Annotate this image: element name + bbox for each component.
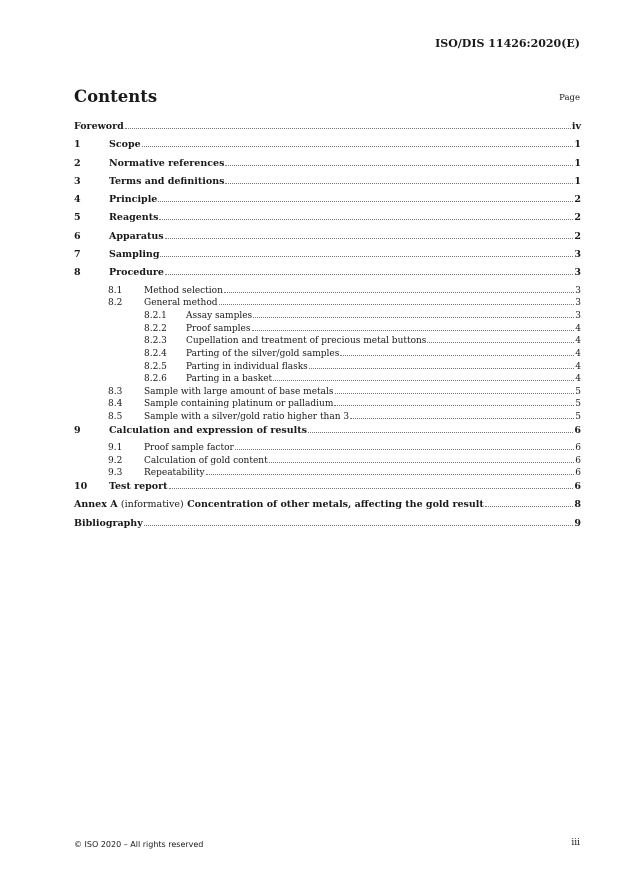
- toc-entry[interactable]: [74, 176, 581, 194]
- annex-label: Annex A: [74, 499, 118, 511]
- toc-entry[interactable]: [74, 468, 581, 481]
- toc-entry[interactable]: [74, 324, 581, 337]
- toc-entry-title: [74, 499, 484, 510]
- toc-entry-number: 9.3: [108, 468, 123, 479]
- dot-leader: [350, 418, 574, 419]
- toc-entry-page: 1: [574, 139, 581, 151]
- page-column-label: Page: [559, 93, 580, 103]
- toc-entry[interactable]: [74, 481, 581, 499]
- toc-entry-page: 4: [575, 374, 581, 385]
- toc-entry[interactable]: [74, 311, 581, 324]
- toc-entry-title: Test report: [109, 480, 168, 492]
- toc-entry-title: Sample with a silver/gold ratio higher than 3: [144, 412, 350, 423]
- toc-entry-title: Sample with large amount of base metals: [144, 386, 334, 397]
- toc-entry[interactable]: [74, 158, 581, 176]
- toc-entry[interactable]: [74, 399, 581, 412]
- toc-entry[interactable]: [74, 121, 581, 139]
- page-number: iii: [571, 838, 580, 848]
- dot-leader: [334, 405, 574, 406]
- toc-entry-title: Bibliography: [74, 517, 143, 529]
- toc-entry-number: 9.2: [108, 455, 123, 466]
- toc-entry-title: Method selection: [144, 285, 223, 296]
- toc-entry-title: Terms and definitions: [109, 175, 225, 187]
- dot-leader: [158, 201, 573, 202]
- toc-entry[interactable]: [74, 443, 581, 456]
- dot-leader: [427, 342, 574, 343]
- toc-entry-number: 4: [74, 194, 81, 206]
- toc-entry-number: 8.1: [108, 285, 123, 296]
- copyright-notice: © ISO 2020 – All rights reserved: [74, 840, 204, 849]
- toc-entry-page: 4: [575, 323, 581, 334]
- dot-leader: [206, 474, 575, 475]
- toc-entry-number: 8.2.3: [144, 336, 167, 347]
- toc-entry-page: 5: [575, 412, 581, 423]
- toc-entry[interactable]: [74, 298, 581, 311]
- dot-leader: [340, 355, 574, 356]
- toc-entry-title: Repeatability: [144, 468, 205, 479]
- toc-entry-title: Apparatus: [109, 230, 164, 242]
- dot-leader: [142, 146, 574, 147]
- dot-leader: [308, 432, 573, 433]
- toc-entry-page: 3: [574, 249, 581, 261]
- toc-entry[interactable]: [74, 267, 581, 285]
- toc-entry[interactable]: [74, 349, 581, 362]
- toc-entry-number: 3: [74, 175, 81, 187]
- toc-entry-page: 2: [574, 212, 581, 224]
- toc-entry[interactable]: [74, 425, 581, 443]
- toc-entry-page: 1: [574, 157, 581, 169]
- toc-entry-page: 6: [574, 480, 581, 492]
- toc-entry-page: 4: [575, 361, 581, 372]
- toc-entry-page: 4: [575, 348, 581, 359]
- toc-entry-number: 8: [74, 267, 81, 279]
- dot-leader: [225, 183, 573, 184]
- dot-leader: [125, 128, 571, 129]
- toc-entry-title: Reagents: [109, 212, 159, 224]
- toc-entry-title: Procedure: [109, 267, 164, 279]
- toc-entry-number: 2: [74, 157, 81, 169]
- toc-entry-page: 4: [575, 336, 581, 347]
- toc-entry-title: General method: [144, 298, 218, 309]
- dot-leader: [269, 462, 575, 463]
- toc-entry[interactable]: [74, 194, 581, 212]
- toc-entry[interactable]: [74, 286, 581, 299]
- toc-entry-number: 7: [74, 249, 81, 261]
- toc-entry-page: 6: [574, 424, 581, 436]
- toc-entry[interactable]: [74, 336, 581, 349]
- dot-leader: [253, 317, 574, 318]
- toc-entry-title: Parting in a basket: [186, 374, 273, 385]
- toc-entry-page: iv: [571, 121, 581, 132]
- toc-entry[interactable]: [74, 212, 581, 230]
- toc-entry[interactable]: [74, 456, 581, 469]
- toc-entry-number: 8.4: [108, 399, 123, 410]
- toc-entry-number: 8.2: [108, 298, 123, 309]
- toc-entry[interactable]: [74, 249, 581, 267]
- contents-title: Contents: [74, 87, 158, 106]
- toc-entry[interactable]: [74, 362, 581, 375]
- dot-leader: [160, 256, 573, 257]
- dot-leader: [169, 488, 574, 489]
- dot-leader: [144, 525, 574, 526]
- toc-entry-page: 8: [574, 499, 581, 511]
- toc-entry-number: 8.2.2: [144, 323, 167, 334]
- toc-entry-title: Calculation of gold content: [144, 455, 268, 466]
- toc-entry[interactable]: [74, 499, 581, 517]
- dot-leader: [224, 292, 574, 293]
- toc-entry-title: Proof samples: [186, 323, 251, 334]
- toc-entry-page: 6: [575, 468, 581, 479]
- dot-leader: [252, 330, 575, 331]
- toc-entry-title: Calculation and expression of results: [109, 424, 307, 436]
- annex-title: Concentration of other metals, affecting the gold result: [187, 499, 484, 511]
- toc-entry-title: Principle: [109, 194, 158, 206]
- table-of-contents: [74, 121, 581, 536]
- toc-entry-page: 6: [575, 443, 581, 454]
- toc-entry-title: Cupellation and treatment of precious metal buttons: [186, 336, 427, 347]
- toc-entry-title: Sampling: [109, 249, 160, 261]
- toc-entry[interactable]: [74, 374, 581, 387]
- toc-entry-number: 8.2.6: [144, 374, 167, 385]
- dot-leader: [485, 506, 574, 507]
- dot-leader: [219, 304, 575, 305]
- toc-entry-number: 10: [74, 480, 88, 492]
- toc-entry-title: Normative references: [109, 157, 225, 169]
- document-id: ISO/DIS 11426:2020(E): [435, 37, 580, 50]
- toc-entry-page: 3: [575, 285, 581, 296]
- toc-entry-number: 9: [74, 424, 81, 436]
- toc-entry-number: 8.3: [108, 386, 123, 397]
- dot-leader: [165, 274, 573, 275]
- dot-leader: [335, 393, 575, 394]
- toc-entry-number: 1: [74, 139, 81, 151]
- toc-entry-page: 6: [575, 455, 581, 466]
- toc-entry-title: Sample containing platinum or palladium: [144, 399, 334, 410]
- toc-entry-number: 8.5: [108, 412, 123, 423]
- toc-entry-page: 9: [574, 517, 581, 529]
- toc-entry[interactable]: [74, 412, 581, 425]
- dot-leader: [309, 368, 574, 369]
- toc-entry-page: 2: [574, 230, 581, 242]
- dot-leader: [165, 238, 574, 239]
- toc-entry[interactable]: [74, 139, 581, 157]
- dot-leader: [235, 449, 574, 450]
- toc-entry-title: Parting in individual flasks: [186, 361, 308, 372]
- dot-leader: [159, 219, 573, 220]
- toc-entry-page: 5: [575, 386, 581, 397]
- toc-entry-page: 3: [574, 267, 581, 279]
- toc-entry-page: 3: [575, 310, 581, 321]
- toc-entry-title: Proof sample factor: [144, 443, 234, 454]
- toc-entry-number: 8.2.4: [144, 348, 167, 359]
- toc-entry-page: 2: [574, 194, 581, 206]
- toc-entry-number: 5: [74, 212, 81, 224]
- toc-entry-number: 6: [74, 230, 81, 242]
- toc-entry-title: Foreword: [74, 121, 124, 132]
- toc-entry-title: Assay samples: [186, 310, 253, 321]
- toc-entry[interactable]: [74, 387, 581, 400]
- annex-note: (informative): [120, 499, 184, 511]
- dot-leader: [273, 380, 574, 381]
- toc-entry-number: 9.1: [108, 443, 123, 454]
- toc-entry[interactable]: [74, 231, 581, 249]
- toc-entry-title: Parting of the silver/gold samples: [186, 348, 340, 359]
- toc-entry-number: 8.2.1: [144, 310, 167, 321]
- toc-entry-number: 8.2.5: [144, 361, 167, 372]
- toc-entry-page: 5: [575, 399, 581, 410]
- toc-entry-page: 3: [575, 298, 581, 309]
- toc-entry[interactable]: [74, 518, 581, 536]
- dot-leader: [225, 165, 573, 166]
- toc-entry-page: 1: [574, 175, 581, 187]
- toc-entry-title: Scope: [109, 139, 141, 151]
